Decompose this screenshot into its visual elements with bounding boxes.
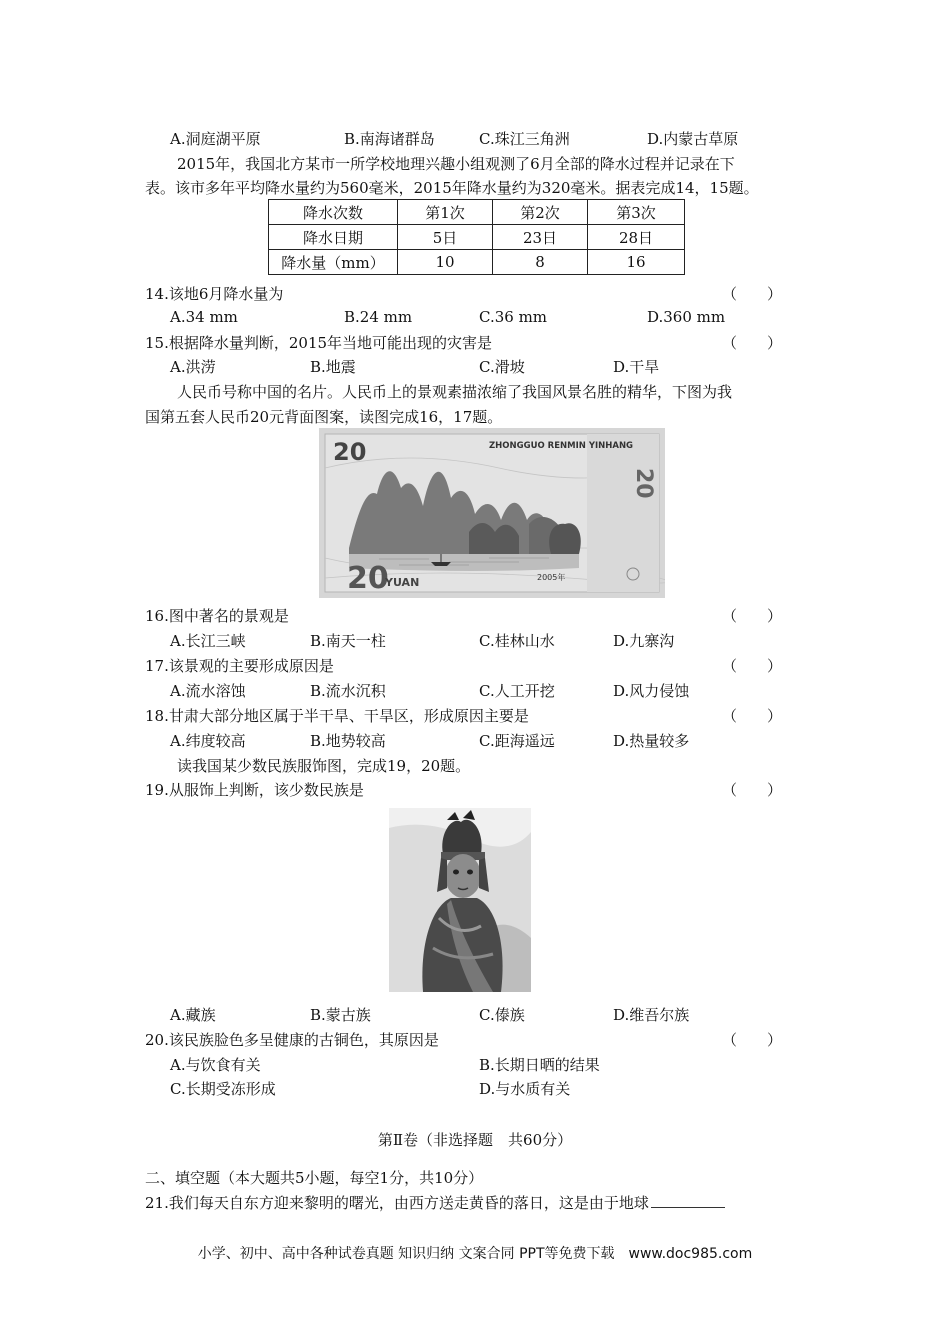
table-cell: 第3次	[588, 200, 685, 225]
banknote-bank-name: ZHONGGUO RENMIN YINHANG	[489, 441, 634, 451]
q15-option-b: B.地震	[310, 358, 356, 376]
q19-option-b: B.蒙古族	[310, 1006, 371, 1024]
intro-14-15-line1: 2015年，我国北方某市一所学校地理兴趣小组观测了6月全部的降水过程并记录在下	[177, 155, 735, 173]
q18-option-a: A.纬度较高	[170, 732, 246, 750]
q19-stem: 19.从服饰上判断，该少数民族是	[145, 781, 364, 799]
intro-19-20: 读我国某少数民族服饰图，完成19，20题。	[177, 757, 471, 775]
q21-blank[interactable]	[651, 1193, 725, 1208]
q13-option-c: C.珠江三角洲	[479, 130, 570, 148]
q18-option-d: D.热量较多	[613, 732, 690, 750]
ethnic-costume-photo	[389, 808, 531, 992]
q13-option-b: B.南海诸群岛	[344, 130, 435, 148]
q19-option-a: A.藏族	[170, 1006, 216, 1024]
table-cell: 降水量（mm）	[269, 250, 398, 275]
intro-16-17-line1: 人民币号称中国的名片。人民币上的景观素描浓缩了我国风景名胜的精华，下图为我	[177, 383, 733, 401]
q14-option-b: B.24 mm	[344, 308, 413, 326]
q18-stem: 18.甘肃大部分地区属于半干旱、干旱区，形成原因主要是	[145, 707, 529, 725]
table-cell: 10	[398, 250, 493, 275]
q13-option-d: D.内蒙古草原	[647, 130, 739, 148]
banknote-20-yuan-image	[319, 428, 665, 598]
q21-line	[145, 1192, 725, 1213]
q18-option-b: B.地势较高	[310, 732, 386, 750]
q13-option-a: A.洞庭湖平原	[170, 130, 261, 148]
table-cell: 23日	[493, 225, 588, 250]
q15-option-a: A.洪涝	[170, 358, 216, 376]
q19-option-d: D.维吾尔族	[613, 1006, 690, 1024]
q14-answer-paren: （ ）	[722, 285, 783, 303]
intro-16-17-line2: 国第五套人民币20元背面图案，读图完成16，17题。	[145, 408, 503, 426]
q20-stem: 20.该民族脸色多呈健康的古铜色，其原因是	[145, 1031, 439, 1049]
table-cell: 28日	[588, 225, 685, 250]
table-row	[269, 250, 685, 275]
table-cell: 8	[493, 250, 588, 275]
q16-stem: 16.图中著名的景观是	[145, 607, 289, 625]
q17-stem: 17.该景观的主要形成原因是	[145, 657, 334, 675]
q14-option-a: A.34 mm	[170, 308, 238, 326]
q20-option-a: A.与饮食有关	[170, 1056, 261, 1074]
q17-option-d: D.风力侵蚀	[613, 682, 690, 700]
q16-option-a: A.长江三峡	[170, 632, 246, 650]
banknote-yuan-label: YUAN	[385, 576, 420, 589]
table-cell: 第1次	[398, 200, 493, 225]
q14-option-c: C.36 mm	[479, 308, 548, 326]
intro-14-15-line2: 表。该市多年平均降水量约为560毫米，2015年降水量约为320毫米。据表完成14，15题。	[145, 179, 759, 197]
table-row	[269, 225, 685, 250]
q20-option-b: B.长期日晒的结果	[479, 1056, 600, 1074]
q19-option-c: C.傣族	[479, 1006, 525, 1024]
banknote-denomination-side: 20	[631, 468, 656, 499]
q16-option-b: B.南天一柱	[310, 632, 386, 650]
q18-answer-paren: （ ）	[722, 707, 783, 725]
table-cell: 第2次	[493, 200, 588, 225]
rainfall-table	[268, 199, 685, 275]
q18-option-c: C.距海遥远	[479, 732, 555, 750]
q14-option-d: D.360 mm	[647, 308, 726, 326]
q15-answer-paren: （ ）	[722, 334, 783, 352]
q20-option-c: C.长期受冻形成	[170, 1080, 276, 1098]
q16-option-c: C.桂林山水	[479, 632, 555, 650]
table-row	[269, 200, 685, 225]
table-cell: 降水次数	[269, 200, 398, 225]
q17-option-a: A.流水溶蚀	[170, 682, 246, 700]
banknote-year: 2005年	[537, 573, 566, 582]
q19-answer-paren: （ ）	[722, 781, 783, 799]
q15-stem: 15.根据降水量判断，2015年当地可能出现的灾害是	[145, 334, 493, 352]
q20-option-d: D.与水质有关	[479, 1080, 571, 1098]
q17-option-c: C.人工开挖	[479, 682, 555, 700]
table-cell: 5日	[398, 225, 493, 250]
q17-option-b: B.流水沉积	[310, 682, 386, 700]
q21-text: 21.我们每天自东方迎来黎明的曙光，由西方送走黄昏的落日，这是由于地球	[145, 1194, 649, 1212]
section-2-title: 第Ⅱ卷（非选择题 共60分）	[377, 1131, 573, 1149]
banknote-denomination-bottom: 20	[347, 561, 389, 596]
q15-option-d: D.干旱	[613, 358, 660, 376]
q20-answer-paren: （ ）	[722, 1031, 783, 1049]
q16-answer-paren: （ ）	[722, 607, 783, 625]
q17-answer-paren: （ ）	[722, 657, 783, 675]
banknote-denomination-top: 20	[333, 438, 367, 466]
page-footer: 小学、初中、高中各种试卷真题 知识归纳 文案合同 PPT等免费下载 www.doc985.com	[197, 1246, 753, 1262]
table-cell: 降水日期	[269, 225, 398, 250]
q14-stem: 14.该地6月降水量为	[145, 285, 284, 303]
q16-option-d: D.九寨沟	[613, 632, 675, 650]
q15-option-c: C.滑坡	[479, 358, 525, 376]
fill-in-header: 二、填空题（本大题共5小题，每空1分，共10分）	[145, 1169, 484, 1187]
table-cell: 16	[588, 250, 685, 275]
